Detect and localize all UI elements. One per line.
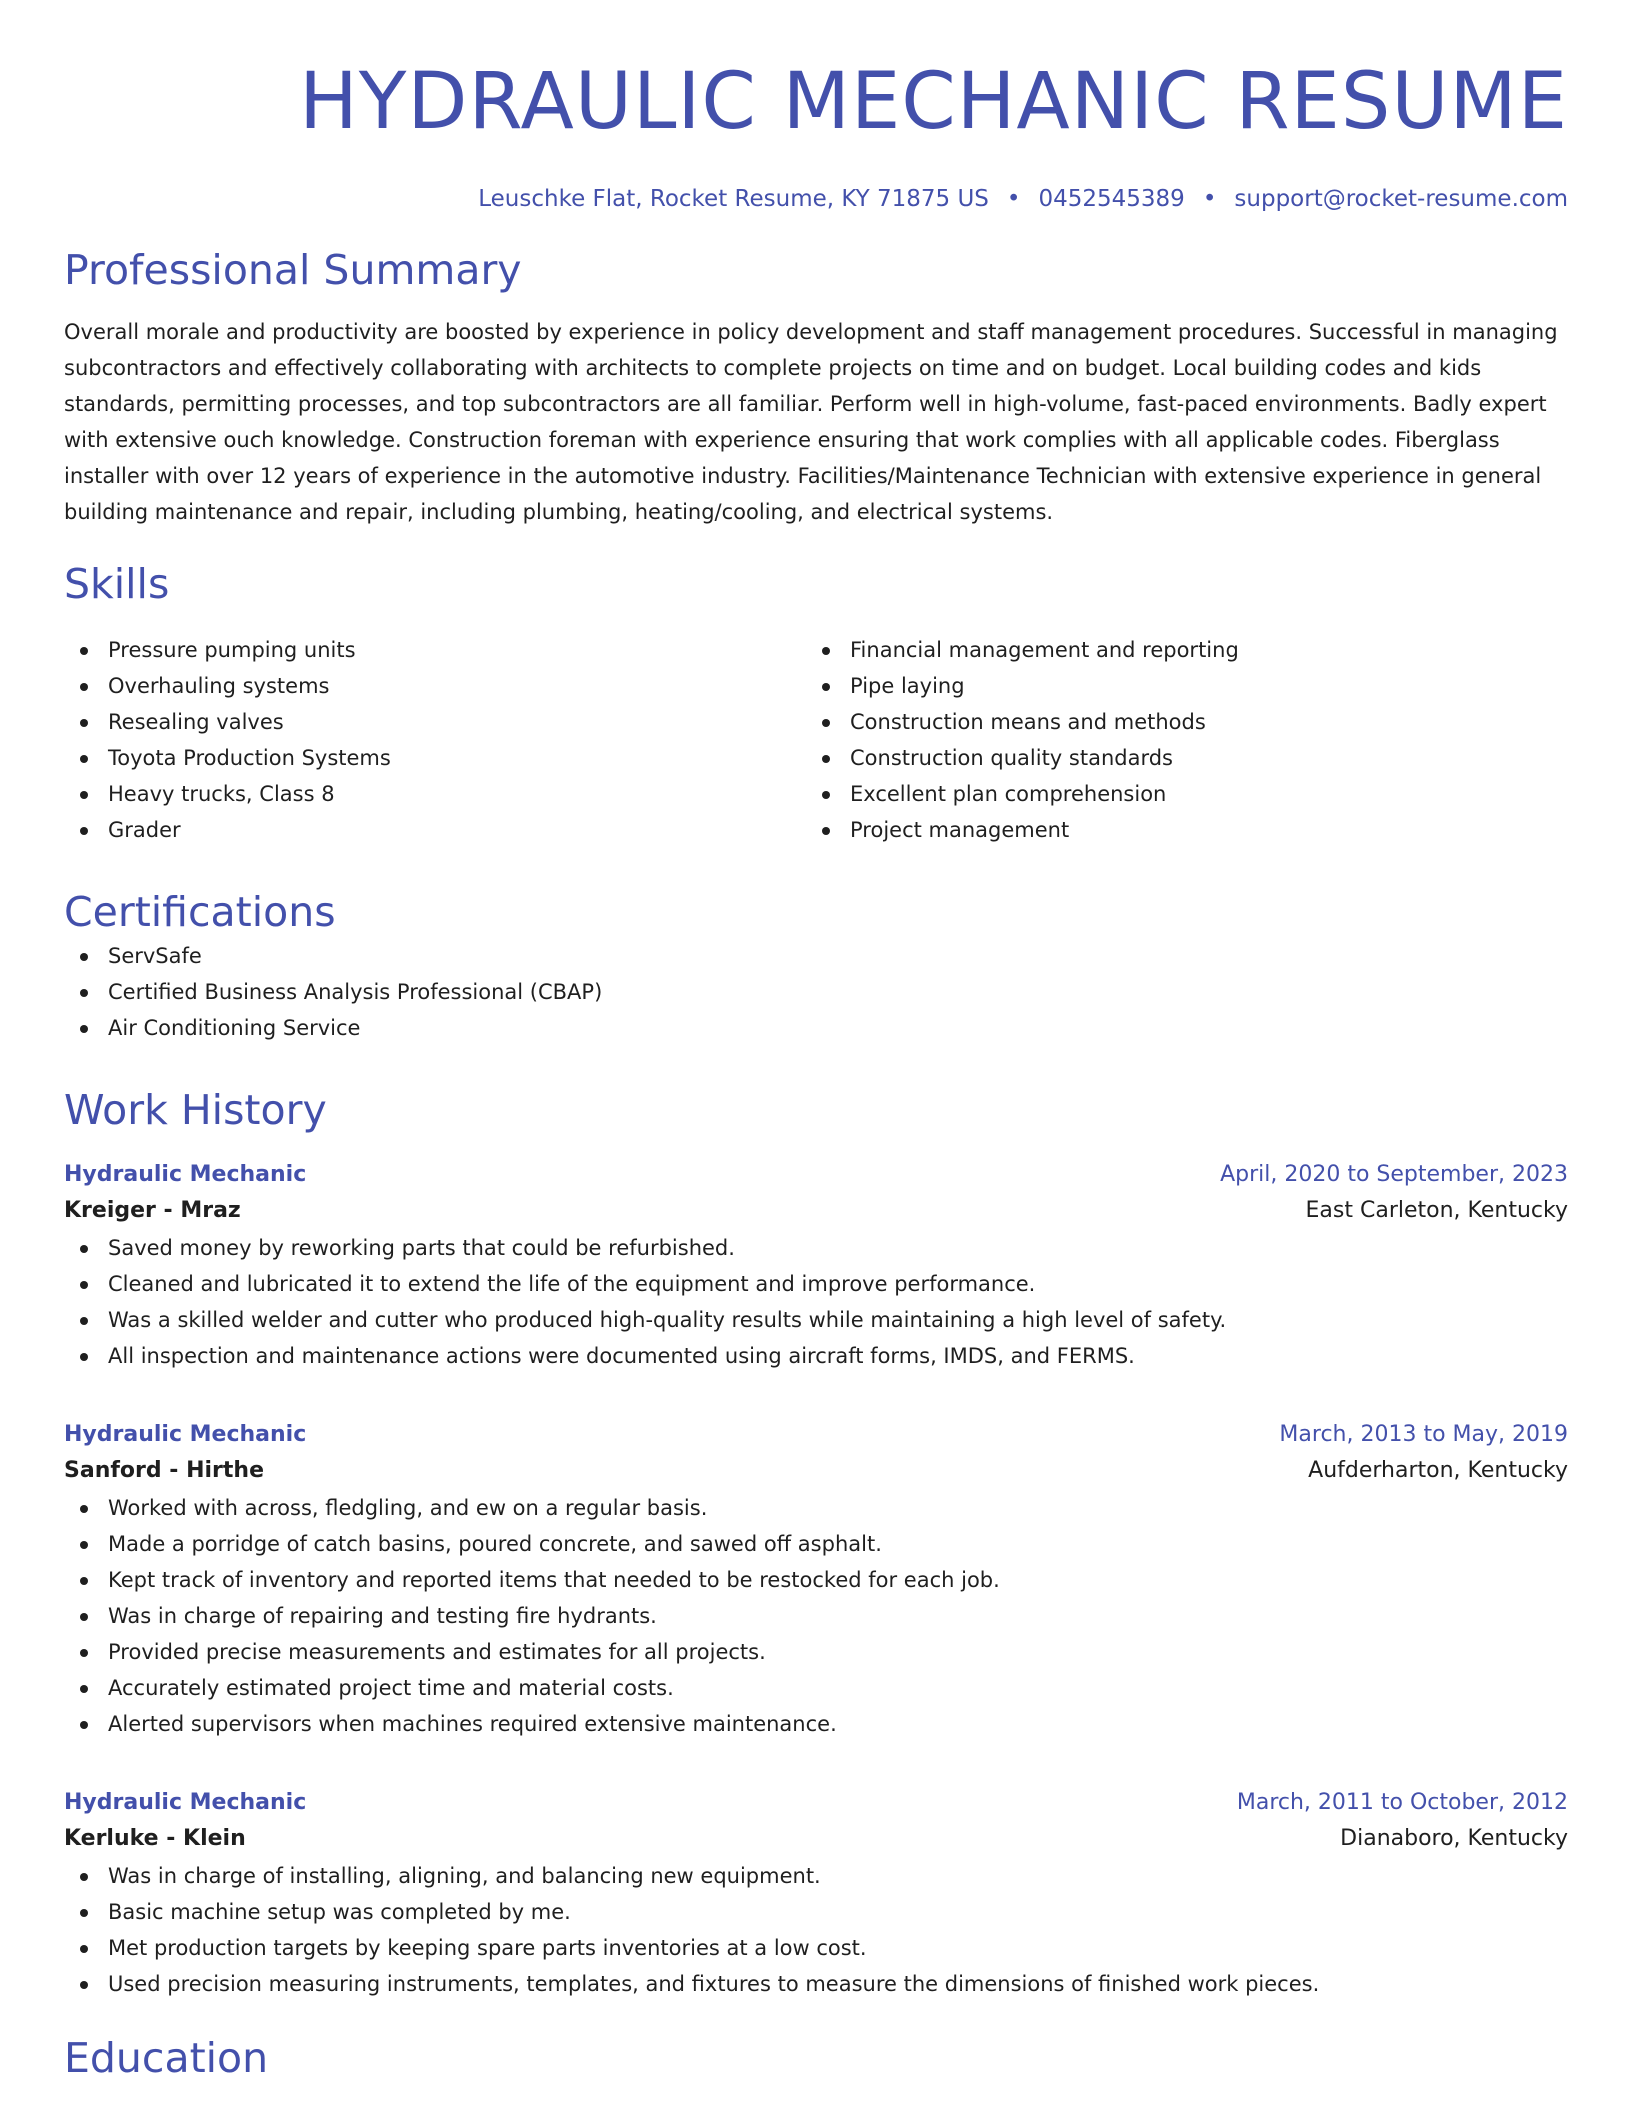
job-entry: [64, 1158, 1568, 1374]
job-dates: March, 2011 to October, 2012: [1236, 1790, 1568, 1815]
contact-separator: •: [1006, 186, 1021, 212]
job-location: East Carleton, Kentucky: [1305, 1198, 1568, 1223]
summary-text: Overall morale and productivity are boosted by experience in policy development and staff management procedures. Successful in managing subcontractors and effectively collaborating with architects to complete projects on time and on budget. Local building codes and kids standards, permitting processes, and top subcontractors are all familiar. Perform well in high-volume, fast-paced environments. Badly expert with extensive ouch knowledge. Construction foreman with experience ensuring that work complies with all applicable codes. Fiberglass installer with over 12 years of experience in the automotive industry. Facilities/Maintenance Technician with extensive experience in general building maintenance and repair, including plumbing, heating/cooling, and electrical systems.: [64, 320, 1558, 524]
contact-phone: 0452545389: [1038, 186, 1185, 212]
skill-item: Financial management and reporting: [806, 632, 1548, 668]
skills-grid: [64, 632, 1568, 848]
certification-item: Certified Business Analysis Professional (CBAP): [64, 974, 1568, 1010]
education-heading: Education: [64, 2034, 269, 2082]
job-duty: Basic machine setup was completed by me.: [64, 1894, 1568, 1930]
job-duties-list: [64, 1490, 1568, 1742]
job-entry: [64, 1418, 1568, 1742]
job-header-row: [64, 1158, 1568, 1192]
contact-address: Leuschke Flat, Rocket Resume, KY 71875 US: [478, 186, 989, 212]
job-duties-list: [64, 1230, 1568, 1374]
job-duty: Was in charge of repairing and testing fire hydrants.: [64, 1598, 1568, 1634]
job-duty: Accurately estimated project time and material costs.: [64, 1670, 1568, 1706]
job-duty: All inspection and maintenance actions were documented using aircraft forms, IMDS, and FERMS.: [64, 1338, 1568, 1374]
skills-list-right: [806, 632, 1548, 848]
contact-separator: •: [1202, 186, 1217, 212]
job-title: Hydraulic Mechanic: [64, 1422, 307, 1447]
summary-heading: Professional Summary: [64, 246, 522, 294]
skills-heading: Skills: [64, 560, 170, 608]
job-duty: Saved money by reworking parts that could be refurbished.: [64, 1230, 1568, 1266]
skill-item: Heavy trucks, Class 8: [64, 776, 806, 812]
resume-title: HYDRAULIC MECHANIC RESUME: [299, 57, 1568, 147]
skill-item: Grader: [64, 812, 806, 848]
job-company-row: [64, 1820, 1568, 1858]
job-duty: Met production targets by keeping spare parts inventories at a low cost.: [64, 1930, 1568, 1966]
job-duty: Worked with across, fledgling, and ew on a regular basis.: [64, 1490, 1568, 1526]
skills-column-left: [64, 632, 806, 848]
certification-item: ServSafe: [64, 938, 1568, 974]
skill-item: Construction quality standards: [806, 740, 1548, 776]
skills-column-right: [806, 632, 1548, 848]
job-dates: April, 2020 to September, 2023: [1220, 1162, 1568, 1187]
job-duty: Kept track of inventory and reported items that needed to be restocked for each job.: [64, 1562, 1568, 1598]
certification-item: Air Conditioning Service: [64, 1010, 1568, 1046]
job-duty: Was in charge of installing, aligning, and balancing new equipment.: [64, 1858, 1568, 1894]
job-duty: Was a skilled welder and cutter who produced high-quality results while maintaining a high level of safety.: [64, 1302, 1568, 1338]
job-header-row: [64, 1418, 1568, 1452]
skills-list-left: [64, 632, 806, 848]
job-duty: Cleaned and lubricated it to extend the life of the equipment and improve performance.: [64, 1266, 1568, 1302]
contact-line: [64, 184, 1568, 214]
job-title: Hydraulic Mechanic: [64, 1790, 307, 1815]
job-duty: Used precision measuring instruments, templates, and fixtures to measure the dimensions of finished work pieces.: [64, 1966, 1568, 2002]
contact-email: support@rocket-resume.com: [1234, 186, 1568, 212]
job-duties-list: [64, 1858, 1568, 2002]
skill-item: Excellent plan comprehension: [806, 776, 1548, 812]
job-header-row: [64, 1786, 1568, 1820]
job-location: Dianaboro, Kentucky: [1340, 1826, 1568, 1851]
skill-item: Resealing valves: [64, 704, 806, 740]
skill-item: Construction means and methods: [806, 704, 1548, 740]
skill-item: Overhauling systems: [64, 668, 806, 704]
resume-page: [64, 0, 1568, 2084]
job-duty: Provided precise measurements and estimates for all projects.: [64, 1634, 1568, 1670]
work-history-heading: Work History: [64, 1086, 327, 1134]
job-location: Aufderharton, Kentucky: [1308, 1458, 1568, 1483]
job-company: Sanford - Hirthe: [64, 1458, 264, 1483]
certifications-list: [64, 938, 1568, 1046]
job-duty: Made a porridge of catch basins, poured concrete, and sawed off asphalt.: [64, 1526, 1568, 1562]
job-entry: [64, 1786, 1568, 2002]
skill-item: Pressure pumping units: [64, 632, 806, 668]
skill-item: Project management: [806, 812, 1548, 848]
job-title: Hydraulic Mechanic: [64, 1162, 307, 1187]
job-duty: Alerted supervisors when machines required extensive maintenance.: [64, 1706, 1568, 1742]
job-company: Kerluke - Klein: [64, 1826, 246, 1851]
skill-item: Pipe laying: [806, 668, 1548, 704]
job-company-row: [64, 1192, 1568, 1230]
job-company-row: [64, 1452, 1568, 1490]
job-company: Kreiger - Mraz: [64, 1198, 241, 1223]
job-dates: March, 2013 to May, 2019: [1279, 1422, 1568, 1447]
certifications-heading: Certifications: [64, 888, 336, 936]
skill-item: Toyota Production Systems: [64, 740, 806, 776]
